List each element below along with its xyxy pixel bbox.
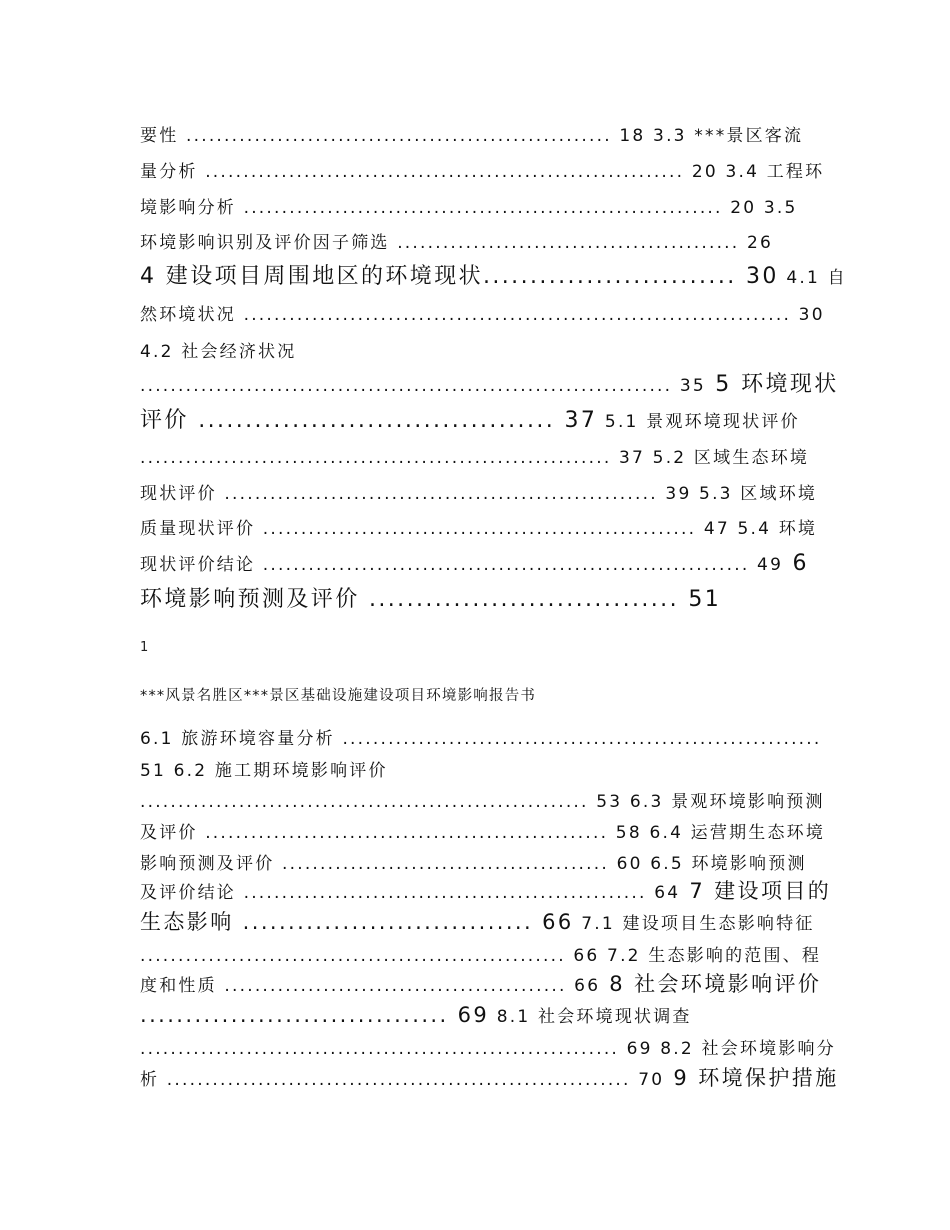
toc-section-8-1[interactable]: 8.1 社会环境现状调查	[489, 1007, 692, 1027]
toc-line[interactable]: 环境影响识别及评价因子筛选 ............................................. 26	[140, 233, 774, 253]
toc-line[interactable]	[140, 1005, 692, 1026]
toc-line[interactable]: 51 6.2 施工期环境影响评价	[140, 761, 388, 781]
running-header: ***风景名胜区***景区基础设施建设项目环境影响报告书	[140, 688, 537, 704]
toc-line[interactable]	[140, 881, 831, 902]
toc-line[interactable]: .............................................................. 37 5.2 区域生态环境	[140, 448, 810, 468]
toc-section-7-1[interactable]: 7.1 建设项目生态影响特征	[573, 914, 815, 934]
toc-section-6-5-cont[interactable]: 及评价结论 ..................................................... 64	[140, 883, 681, 903]
toc-chapter-6[interactable]: 6	[783, 551, 809, 576]
toc-section-5-1[interactable]: 5.1 景观环境现状评价	[597, 412, 800, 432]
toc-chapter-4[interactable]: 4 建设项目周围地区的环境现状........................... 30	[140, 264, 779, 289]
toc-chapter-7[interactable]: 7 建设项目的	[680, 879, 832, 903]
toc-line[interactable]: 境影响分析 ............................................................... 20 3.5	[140, 198, 798, 218]
toc-line[interactable]: 及评价 ..................................................... 58 6.4 运营期生态环境	[140, 823, 826, 843]
toc-line[interactable]: ........................................................... 53 6.3 景观环境影响预测	[140, 792, 825, 812]
toc-line[interactable]: 量分析 ............................................................... 20 3.4 工程环	[140, 162, 825, 182]
toc-line[interactable]	[140, 374, 839, 396]
toc-line[interactable]	[140, 410, 800, 432]
toc-chapter-6-cont[interactable]: 环境影响预测及评价 ................................. 51	[140, 587, 722, 612]
toc-line[interactable]: 影响预测及评价 ........................................... 60 6.5 环境影响预测	[140, 854, 807, 874]
toc-chapter-9[interactable]: 9 环境保护措施	[664, 1066, 839, 1090]
toc-line[interactable]: ........................................................ 66 7.2 生态影响的范围、程	[140, 946, 822, 966]
toc-chapter-8-leader[interactable]: .................................. 69	[140, 1003, 490, 1027]
toc-chapter-8[interactable]: 8 社会环境影响评价	[600, 972, 822, 996]
toc-section-7-2-cont[interactable]: 度和性质 ............................................. 66	[140, 976, 601, 996]
toc-line[interactable]	[140, 912, 815, 933]
toc-line[interactable]	[140, 1068, 839, 1089]
toc-line[interactable]	[140, 974, 821, 995]
toc-chapter-7-cont[interactable]: 生态影响 ................................ 66	[140, 910, 574, 934]
toc-line[interactable]: 质量现状评价 ......................................................... 47 5.4 环境	[140, 519, 818, 539]
toc-line[interactable]: 然环境状况 ........................................................................ 30	[140, 305, 825, 325]
toc-chapter-5-cont[interactable]: 评价 ...................................... 37	[140, 408, 598, 433]
toc-chapter-5[interactable]: 5 环境现状	[705, 372, 839, 397]
toc-line[interactable]: ............................................................... 69 8.2 社会环境影响分	[140, 1039, 836, 1059]
toc-line[interactable]	[140, 553, 809, 575]
toc-line[interactable]: 现状评价 ......................................................... 39 5.3 区域环境	[140, 484, 818, 504]
toc-section-4-1[interactable]: 4.1 自	[778, 268, 847, 288]
toc-section-5-4-cont[interactable]: 现状评价结论 ................................................................ 49	[140, 555, 784, 575]
toc-line[interactable]: 4.2 社会经济状况	[140, 342, 297, 362]
toc-section-8-2-cont[interactable]: 析 ............................................................. 70	[140, 1070, 665, 1090]
toc-leader: ...................................................................... 35	[140, 376, 706, 396]
toc-line[interactable]: 6.1 旅游环境容量分析 ...............................................................	[140, 729, 822, 749]
toc-line[interactable]	[140, 589, 721, 611]
toc-line[interactable]: 要性 ........................................................ 18 3.3 ***景区客流	[140, 126, 804, 146]
toc-line[interactable]	[140, 266, 847, 288]
page-number: 1	[140, 640, 149, 655]
